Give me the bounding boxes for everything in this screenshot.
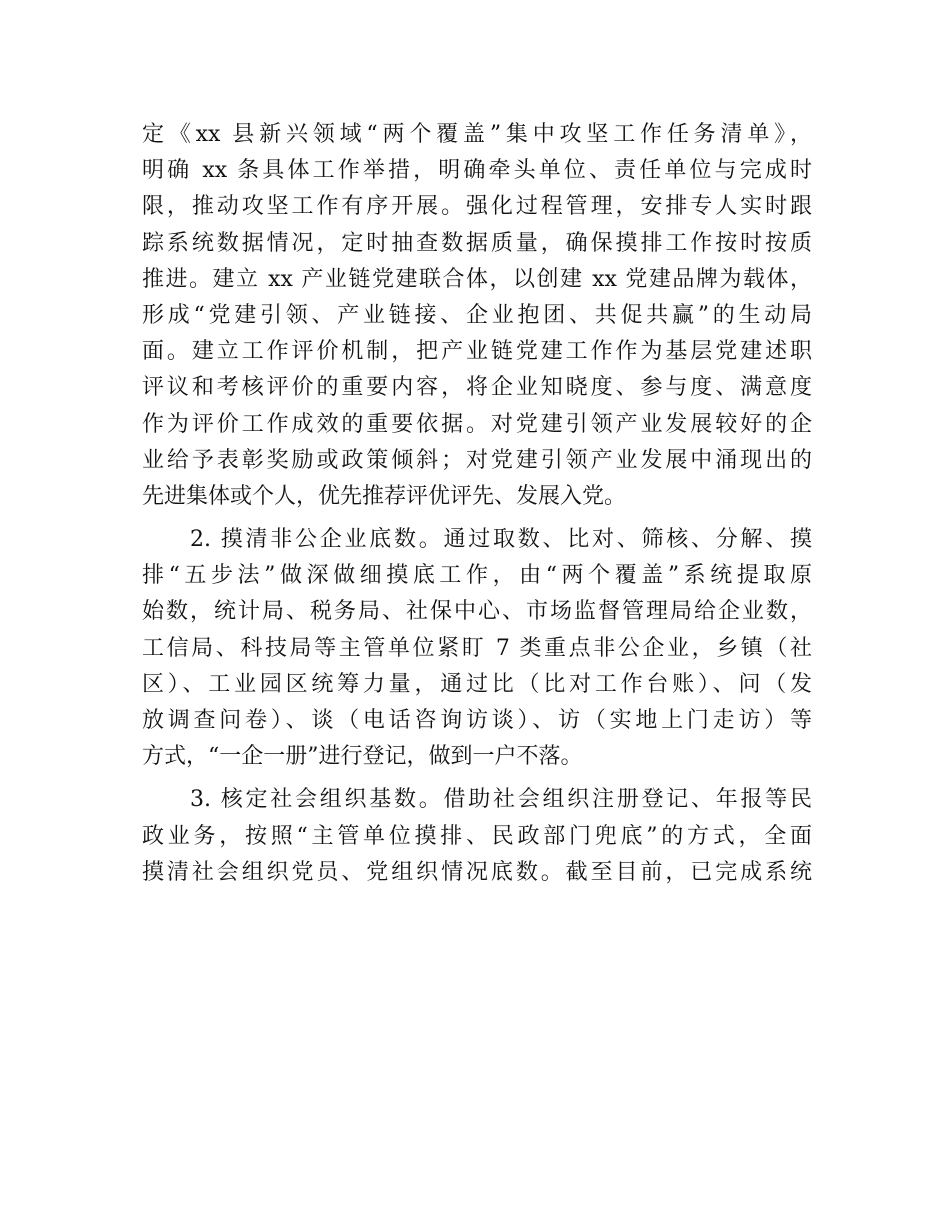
text-line: 先进集体或个人，优先推荐评优评先、发展入党。	[142, 483, 627, 509]
text-line: 形成“党建引领、产业链接、企业抱团、共促共赢”的生动局	[142, 302, 812, 328]
paragraph-spacer	[142, 775, 812, 782]
text-line: 面。建立工作评价机制，把产业链党建工作作为基层党建述职	[142, 339, 812, 365]
text-line: 排“五步法”做深做细摸底工作，由“两个覆盖”系统提取原	[142, 563, 812, 589]
paragraph-3	[142, 782, 812, 891]
text-line: 定《xx 县新兴领域“两个覆盖”集中攻坚工作任务清单》，	[142, 122, 812, 147]
paragraph-2	[142, 522, 812, 775]
text-line: 踪系统数据情况，定时抽查数据质量，确保摸排工作按时按质	[142, 230, 812, 256]
text-line: 限，推动攻坚工作有序开展。强化过程管理，安排专人实时跟	[142, 194, 812, 220]
text-line: 2. 摸清非公企业底数。通过取数、比对、筛核、分解、摸	[190, 527, 812, 553]
text-line: 作为评价工作成效的重要依据。对党建引领产业发展较好的企	[142, 411, 812, 437]
text-line: 推进。建立 xx 产业链党建联合体，以创建 xx 党建品牌为载体，	[142, 266, 812, 292]
text-line: 摸清社会组织党员、党组织情况底数。截至目前，已完成系统	[142, 859, 812, 885]
text-line: 始数，统计局、税务局、社保中心、市场监督管理局给企业数，	[142, 599, 812, 625]
text-line: 政业务，按照“主管单位摸排、民政部门兜底”的方式，全面	[142, 823, 812, 849]
text-line: 业给予表彰奖励或政策倾斜；对党建引领产业发展中涌现出的	[142, 447, 812, 473]
text-line: 方式，“一企一册”进行登记，做到一户不落。	[142, 744, 583, 770]
text-line: 区）、工业园区统筹力量，通过比（比对工作台账）、问（发	[142, 671, 812, 697]
text-line: 工信局、科技局等主管单位紧盯 7 类重点非公企业，乡镇（社	[142, 635, 812, 661]
paragraph-spacer	[142, 515, 812, 522]
paragraph-1	[142, 117, 812, 515]
text-line: 评议和考核评价的重要内容，将企业知晓度、参与度、满意度	[142, 375, 812, 401]
text-line: 明确 xx 条具体工作举措，明确牵头单位、责任单位与完成时	[142, 158, 812, 184]
text-line: 放调查问卷）、谈（电话咨询访谈）、访（实地上门走访）等	[142, 708, 812, 733]
text-line: 3. 核定社会组织基数。借助社会组织注册登记、年报等民	[190, 787, 812, 813]
document-body	[142, 117, 812, 891]
